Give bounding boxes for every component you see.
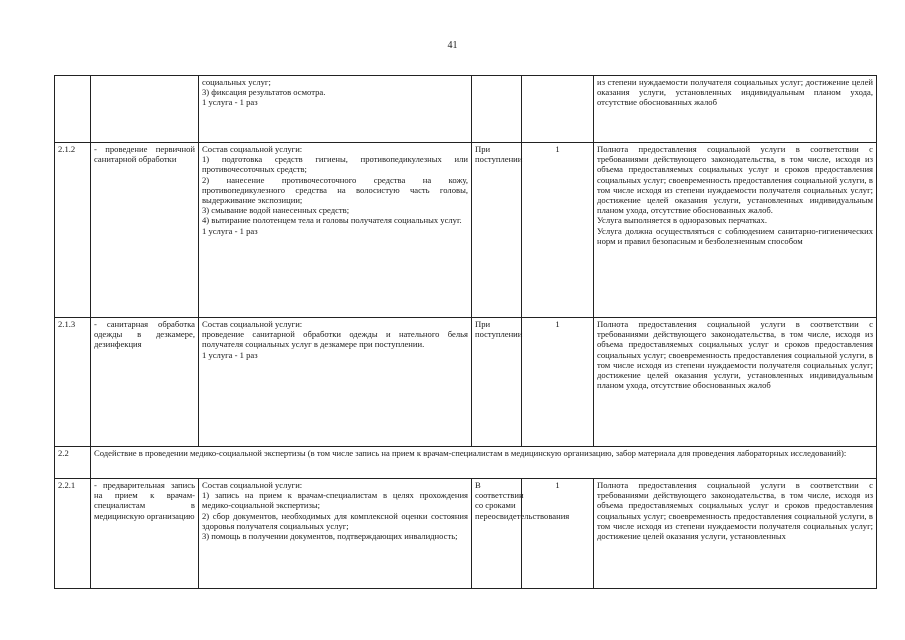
service-content-line: 1 услуга - 1 раз	[202, 225, 258, 236]
service-quality-line: Полнота предоставления социальной услуги в соответствии с требованиями действующего законодательства, в том числе, исходя из объема предоставляемых социальных услуг и сроков предоставления социальных услуг; своевременность предоставления социальной услуги, в том числе исходя из степени нуждаемости получателя социальных услуг; достижение целей оказания услуги, установленных индивидуальным планом ухода, отсутствие обоснованных жалоб	[597, 319, 873, 391]
service-period	[472, 76, 522, 143]
service-name: - предварительная запись на прием к врачам-специалистам в медицинскую организацию	[91, 479, 199, 589]
service-quality-line: Полнота предоставления социальной услуги в соответствии с требованиями действующего законодательства, в том числе, исходя из объема предоставляемых социальных услуг и сроков предоставления социальных услуг; своевременность предоставления социальной услуги, в том числе исходя из степени нуждаемости получателя социальных услуг; достижение целей оказания услуги, установленных	[597, 480, 873, 542]
service-content-line: проведение санитарной обработки одежды и нательного белья получателя социальных услуг в дезкамере при поступлении.	[202, 329, 468, 350]
service-period: При поступлении	[472, 143, 522, 318]
service-name	[91, 76, 199, 143]
row-number: 2.1.2	[55, 143, 91, 318]
service-content-line: 1 услуга - 1 раз	[202, 349, 258, 360]
service-content-line: 2) сбор документов, необходимых для комплексной оценки состояния здоровья получателя социальных услуг;	[202, 510, 468, 531]
service-content-line: Состав социальной услуги:	[202, 144, 303, 154]
service-count: 1	[522, 318, 594, 447]
service-content-line: 1) подготовка средств гигиены, противопедикулезных или противочесоточных средств;	[202, 154, 468, 175]
service-quality-line: из степени нуждаемости получателя социальных услуг; достижение целей оказания услуги, установленных индивидуальным планом ухода, отсутствие обоснованных жалоб	[597, 77, 873, 108]
service-content	[199, 143, 472, 318]
service-quality-line: Услуга выполняется в одноразовых перчатках.	[597, 215, 768, 226]
service-count: 1	[522, 479, 594, 589]
service-content	[199, 318, 472, 447]
table-row	[55, 479, 877, 589]
service-name: - проведение первичной санитарной обработки	[91, 143, 199, 318]
section-row	[55, 447, 877, 479]
service-period: При поступлении	[472, 318, 522, 447]
row-number	[55, 76, 91, 143]
row-number: 2.2.1	[55, 479, 91, 589]
service-quality	[594, 76, 877, 143]
section-title: Содействие в проведении медико-социальной экспертизы (в том числе запись на прием к врачам-специалистам в медицинскую организацию, забор материала для проведения лабораторных исследований):	[91, 447, 877, 479]
service-name: - санитарная обработка одежды в дезкамере, дезинфекция	[91, 318, 199, 447]
service-content-line: 4) вытирание полотенцем тела и головы получателя социальных услуг.	[202, 215, 462, 226]
service-content-line: 2) нанесение противочесоточного средства на кожу, противопедикулезного средства на волосистую часть головы, выдерживание экспозиции;	[202, 174, 468, 206]
service-quality-line: Услуга должна осуществляться с соблюдением санитарно-гигиенических норм и правил безопасным и безболезненным способом	[597, 225, 873, 246]
services-table	[54, 75, 877, 589]
service-content-line: Состав социальной услуги:	[202, 319, 303, 329]
service-quality	[594, 479, 877, 589]
table-row	[55, 143, 877, 318]
service-content-line: 3) смывание водой нанесенных средств;	[202, 205, 350, 216]
service-content-line: 3) фиксация результатов осмотра.	[202, 87, 326, 98]
row-number: 2.2	[55, 447, 91, 479]
service-content-line: 3) помощь в получении документов, подтверждающих инвалидность;	[202, 531, 458, 542]
row-number: 2.1.3	[55, 318, 91, 447]
service-content-line: 1) запись на прием к врачам-специалистам в целях прохождения медико-социальной экспертизы;	[202, 490, 468, 511]
service-content-line: социальных услуг;	[202, 77, 271, 87]
service-quality	[594, 143, 877, 318]
service-content	[199, 76, 472, 143]
page-number: 41	[447, 40, 458, 51]
service-quality-line: Полнота предоставления социальной услуги в соответствии с требованиями действующего законодательства, в том числе, исходя из объема предоставляемых социальных услуг и сроков предоставления социальных услуг; своевременность предоставления социальной услуги, в том числе исходя из степени нуждаемости получателя социальных услуг; достижение целей оказания услуги, установленных индивидуальным планом ухода, отсутствие обоснованных жалоб.	[597, 144, 873, 216]
service-content	[199, 479, 472, 589]
service-content-line: 1 услуга - 1 раз	[202, 97, 258, 108]
service-quality	[594, 318, 877, 447]
table-row	[55, 318, 877, 447]
service-count	[522, 76, 594, 143]
table-row	[55, 76, 877, 143]
service-period: В соответствии со сроками переосвидетельствования	[472, 479, 522, 589]
service-count: 1	[522, 143, 594, 318]
service-content-line: Состав социальной услуги:	[202, 480, 303, 490]
